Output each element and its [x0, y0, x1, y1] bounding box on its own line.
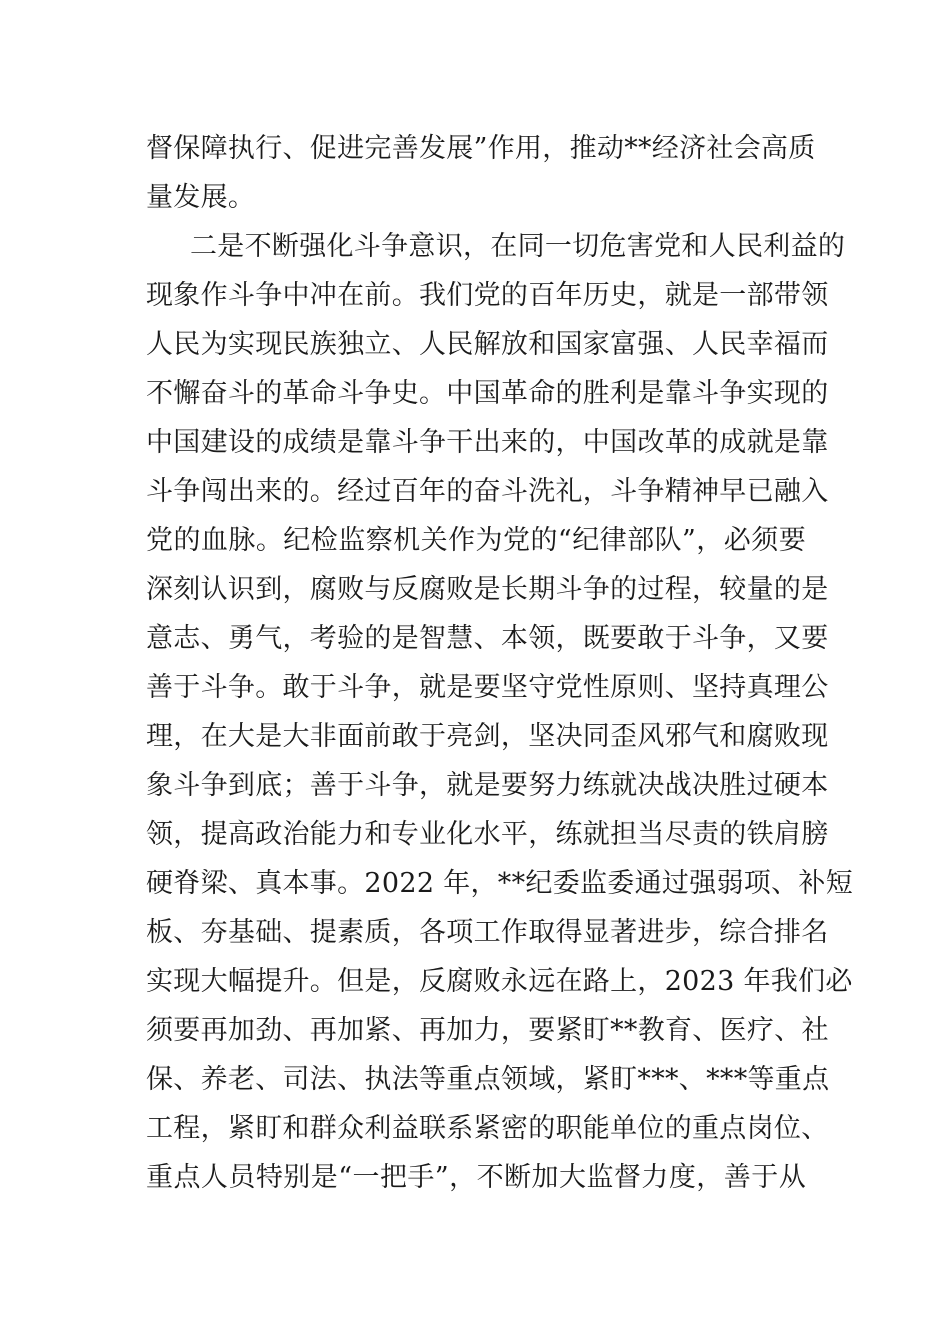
- text-line: 象斗争到底；善于斗争，就是要努力练就决战决胜过硬本: [146, 770, 829, 801]
- text-line: 实现大幅提升。但是，反腐败永远在路上，2023 年我们必: [146, 966, 853, 997]
- text-line: 深刻认识到，腐败与反腐败是长期斗争的过程，较量的是: [146, 574, 829, 605]
- text-line: 现象作斗争中冲在前。我们党的百年历史，就是一部带领: [146, 280, 829, 311]
- text-line: 督保障执行、促进完善发展”作用，推动**经济社会高质: [146, 133, 816, 164]
- text-line: 保、养老、司法、执法等重点领域，紧盯***、***等重点: [146, 1064, 830, 1095]
- text-line: 硬脊梁、真本事。2022 年，**纪委监委通过强弱项、补短: [146, 868, 853, 899]
- text-line: 理，在大是大非面前敢于亮剑，坚决同歪风邪气和腐败现: [146, 721, 829, 752]
- text-line: 须要再加劲、再加紧、再加力，要紧盯**教育、医疗、社: [146, 1015, 829, 1046]
- text-line: 二是不断强化斗争意识，在同一切危害党和人民利益的: [190, 231, 846, 262]
- text-line: 板、夯基础、提素质，各项工作取得显著进步，综合排名: [146, 917, 829, 948]
- text-line: 意志、勇气，考验的是智慧、本领，既要敢于斗争，又要: [146, 623, 829, 654]
- text-line: 不懈奋斗的革命斗争史。中国革命的胜利是靠斗争实现的: [146, 378, 829, 409]
- text-line: 领，提高政治能力和专业化水平，练就担当尽责的铁肩膀: [146, 819, 829, 850]
- text-line: 中国建设的成绩是靠斗争干出来的，中国改革的成就是靠: [146, 427, 829, 458]
- text-line: 善于斗争。敢于斗争，就是要坚守党性原则、坚持真理公: [146, 672, 829, 703]
- text-line: 人民为实现民族独立、人民解放和国家富强、人民幸福而: [146, 329, 829, 360]
- document-body: [146, 124, 853, 1202]
- text-line: 党的血脉。纪检监察机关作为党的“纪律部队”，必须要: [146, 525, 806, 556]
- paragraph-1: [146, 124, 816, 222]
- text-line: 量发展。: [146, 182, 256, 213]
- text-line: 工程，紧盯和群众利益联系紧密的职能单位的重点岗位、: [146, 1113, 829, 1144]
- paragraph-2: [146, 222, 853, 1202]
- text-line: 重点人员特别是“一把手”，不断加大监督力度，善于从: [146, 1162, 806, 1193]
- text-line: 斗争闯出来的。经过百年的奋斗洗礼，斗争精神早已融入: [146, 476, 829, 507]
